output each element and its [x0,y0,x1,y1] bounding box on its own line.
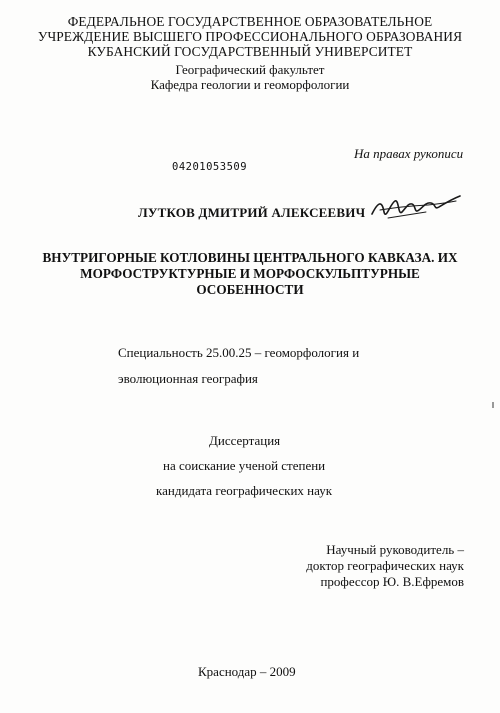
specialty-line-2: эволюционная география [118,371,258,386]
dissertation-title-line-3: ОСОБЕННОСТИ [196,282,304,297]
place-and-year: Краснодар – 2009 [198,664,296,679]
supervisor-line-3: профессор Ю. В.Ефремов [320,574,464,589]
degree-line-3: кандидата географических наук [156,483,333,498]
department-name: Кафедра геологии и геоморфологии [150,77,350,92]
dissertation-title-line-2: МОРФОСТРУКТУРНЫЕ И МОРФОСКУЛЬПТУРНЫЕ [80,266,420,281]
faculty-name: Географический факультет [175,62,325,77]
author-signature [368,192,464,224]
institution-line-1: ФЕДЕРАЛЬНОЕ ГОСУДАРСТВЕННОЕ ОБРАЗОВАТЕЛЬНОЕ [67,14,433,29]
degree-line-2: на соискание ученой степени [163,458,326,473]
supervisor-line-1: Научный руководитель – [326,542,464,557]
dissertation-title-line-1: ВНУТРИГОРНЫЕ КОТЛОВИНЫ ЦЕНТРАЛЬНОГО КАВКАЗА. ИХ [42,250,458,265]
institution-line-2: УЧРЕЖДЕНИЕ ВЫСШЕГО ПРОФЕССИОНАЛЬНОГО ОБРАЗОВАНИЯ [37,29,463,44]
degree-line-1: Диссертация [209,433,281,448]
author-name: ЛУТКОВ ДМИТРИЙ АЛЕКСЕЕВИЧ [138,205,366,220]
specialty-line-1: Специальность 25.00.25 – геоморфология и [118,345,360,360]
scan-mark [492,402,494,408]
manuscript-rights-note: На правах рукописи [354,146,464,161]
registration-code: 04201053509 [172,161,248,173]
supervisor-line-2: доктор географических наук [306,558,464,573]
institution-line-3: КУБАНСКИЙ ГОСУДАРСТВЕННЫЙ УНИВЕРСИТЕТ [87,44,413,59]
